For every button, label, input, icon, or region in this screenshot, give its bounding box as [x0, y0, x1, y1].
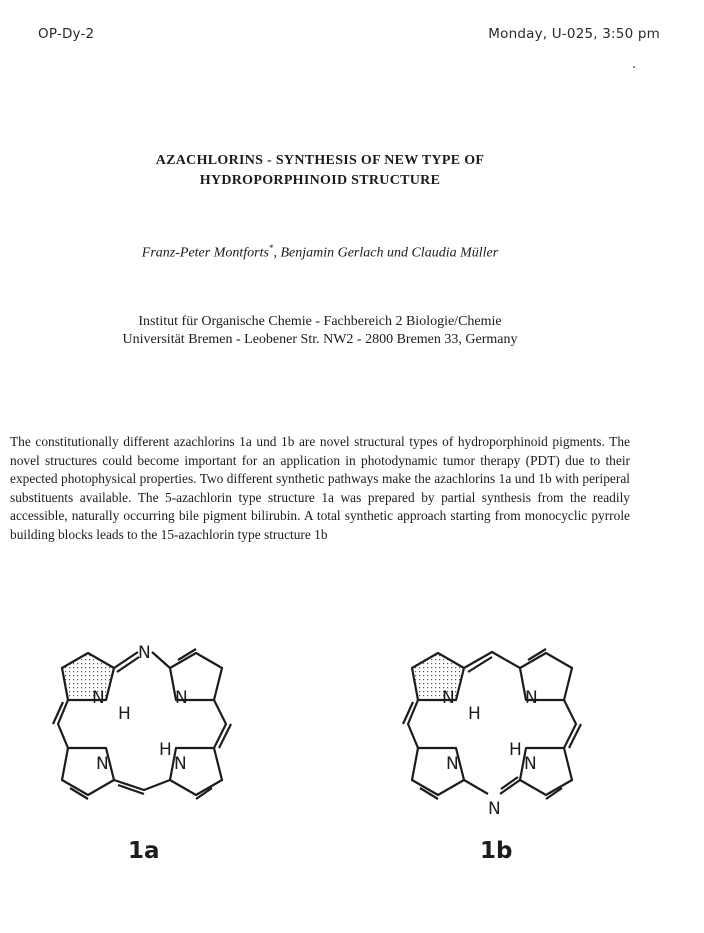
atom-n-ring-a: N [92, 688, 105, 708]
atom-n-ring-a: N [442, 688, 455, 708]
reduced-ring-shading [412, 653, 464, 700]
structure-label-1b: 1b [480, 838, 513, 864]
affiliation-line-1: Institut für Organische Chemie - Fachbereich 2 Biologie/Chemie [138, 314, 502, 329]
affiliation [0, 313, 640, 349]
affiliation-line-2: Universität Bremen - Leobener Str. NW2 - 2800 Bremen 33, Germany [122, 332, 518, 347]
paper-title [0, 151, 640, 191]
atom-n-ring-c: N [174, 754, 187, 774]
atom-n-ring-d: N [96, 754, 109, 774]
session-code: OP-Dy-2 [38, 26, 95, 42]
author-first: Franz-Peter Montforts [141, 245, 269, 261]
atom-n-meso: N [138, 643, 151, 663]
author-list [0, 243, 640, 262]
atom-n-meso: N [488, 799, 501, 819]
reduced-ring-shading [62, 653, 114, 700]
atom-n-ring-b: N [175, 688, 188, 708]
corresponding-author-mark: * [268, 243, 274, 253]
structure-label-1a: 1a [128, 838, 160, 864]
title-line-1: AZACHLORINS - SYNTHESIS OF NEW TYPE OF [155, 153, 485, 168]
atom-n-ring-d: N [446, 754, 459, 774]
structure-1a-diagram [40, 630, 260, 820]
scan-speck [633, 66, 635, 68]
structure-1b-diagram [390, 630, 610, 830]
title-line-2: HYDROPORPHINOID STRUCTURE [199, 173, 441, 188]
atom-h-ring-a: H [118, 704, 131, 724]
atom-h-ring-c: H [159, 740, 172, 760]
atom-n-ring-c: N [524, 754, 537, 774]
atom-n-ring-b: N [525, 688, 538, 708]
abstract-text: The constitutionally different azachlorins 1a und 1b are novel structural types of hydroporphinoid pigments. The novel structures could become important for an application in photodynamic tumor therapy (PDT) due to their expected photophysical properties. Two different synthetic pathways make the azachlorins 1a und 1b with periperal substituents available. The 5-azachlorin type structure 1a was prepared by partial synthesis from the readily accessible, naturally occurring bile pigment bilirubin. A total synthetic approach starting from monocyclic pyrrole building blocks leads to the 15-azachlorin type structure 1b [10, 434, 630, 542]
authors-rest: , Benjamin Gerlach und Claudia Müller [273, 245, 499, 261]
atom-h-ring-c: H [509, 740, 522, 760]
atom-h-ring-a: H [468, 704, 481, 724]
session-schedule: Monday, U-025, 3:50 pm [488, 26, 660, 42]
